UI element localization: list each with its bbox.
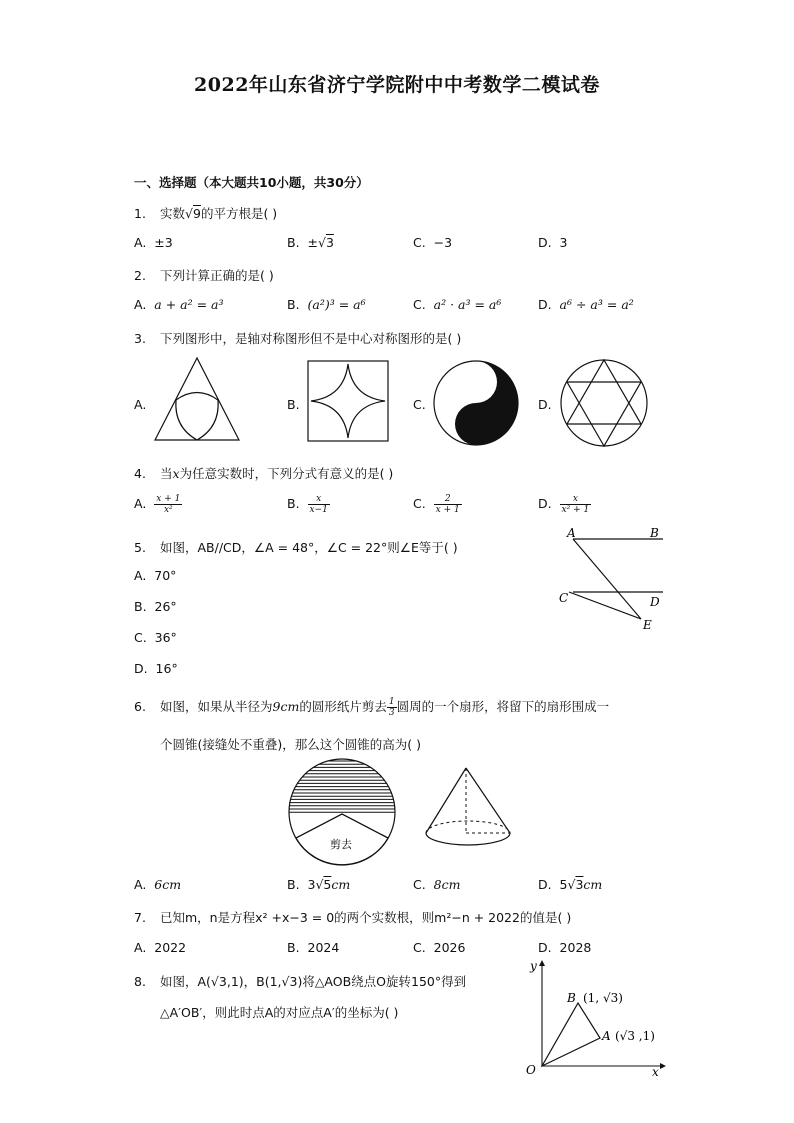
q6-option-d[interactable]: D. 5√3cm <box>538 877 603 892</box>
label-b: B <box>567 991 576 1005</box>
q4-option-d[interactable]: D. $\frac{x}{\text{x² + 1}}$ <box>538 494 590 515</box>
q5-option-c[interactable]: C. 36° <box>134 630 177 645</box>
q3-option-a-label[interactable]: A. <box>134 397 147 412</box>
page-title: 2022年山东省济宁学院附中中考数学二模试卷 <box>194 74 600 96</box>
q7-option-b[interactable]: B. 2024 <box>287 940 340 955</box>
q2-option-d[interactable]: D. a⁶ ÷ a³ = a² <box>538 297 634 312</box>
q8-figure-coordinate-plane <box>520 958 670 1078</box>
label-e: E <box>643 618 652 632</box>
q7-option-d[interactable]: D. 2028 <box>538 940 592 955</box>
q3-figure-d-star-of-david <box>558 357 650 449</box>
cut-label: 剪去 <box>330 838 352 851</box>
question-6-stem-line2: 个圆锥(接缝处不重叠)，那么这个圆锥的高为( ) <box>160 737 421 752</box>
sqrt-symbol: √ <box>185 206 193 221</box>
q2-option-c[interactable]: C. a² · a³ = a⁶ <box>413 297 502 312</box>
question-8-stem-line1: 8. 如图，A(√3,1)，B(1,√3)将△AOB绕点O旋转150°得到 <box>134 974 467 989</box>
q1-option-c[interactable]: C. −3 <box>413 235 453 250</box>
q3-option-b-label[interactable]: B. <box>287 397 300 412</box>
q4-option-c[interactable]: C. $\frac{2}{x + 1}$ <box>413 494 460 515</box>
q7-option-c[interactable]: C. 2026 <box>413 940 466 955</box>
label-d: D <box>650 595 660 609</box>
label-a: A <box>602 1029 611 1043</box>
question-8-stem-line2: △A′OB′，则此时点A的对应点A′的坐标为( ) <box>160 1005 399 1020</box>
question-5-stem: 5. 如图，AB//CD，∠A = 48°，∠C = 22°则∠E等于( ) <box>134 540 458 555</box>
question-4-stem: 4. 当x为任意实数时，下列分式有意义的是( ) <box>134 466 394 481</box>
q3-option-c-label[interactable]: C. <box>413 397 426 412</box>
q1-option-d[interactable]: D. 3 <box>538 235 568 250</box>
q2-option-a[interactable]: A. a + a² = a³ <box>134 297 224 312</box>
q6-figure-circle-cut <box>282 758 412 873</box>
question-2-stem: 2. 下列计算正确的是( ) <box>134 268 274 283</box>
question-6-stem-line1: 6. 如图，如果从半径为9cm的圆形纸片剪去 $\frac{1}{3}$ 圆周的一个扇形，将留下的扇形围成一 <box>134 697 610 718</box>
q3-option-d-label[interactable]: D. <box>538 397 552 412</box>
q5-option-d[interactable]: D. 16° <box>134 661 178 676</box>
label-a: A <box>567 526 576 540</box>
label-b-coord: (1, √3) <box>583 991 623 1005</box>
question-3-stem: 3. 下列图形中，是轴对称图形但不是中心对称图形的是( ) <box>134 331 462 346</box>
label-o: O <box>526 1063 536 1077</box>
q3-figure-a-triangle-arcs <box>150 355 245 445</box>
hatched-region <box>282 761 412 812</box>
label-a-coord: (√3 ,1) <box>615 1029 655 1043</box>
label-b: B <box>650 526 659 540</box>
question-number: 1. <box>134 206 146 221</box>
section-heading: 一、选择题（本大题共10小题，共30分） <box>134 175 369 190</box>
q1-option-a[interactable]: A. ±3 <box>134 235 173 250</box>
q5-figure-parallel-lines <box>555 524 670 634</box>
q2-option-b[interactable]: B. (a²)³ = a⁶ <box>287 297 366 312</box>
q6-figure-cone <box>420 765 520 850</box>
question-1-stem: 1. 实数√9的平方根是( ) <box>134 206 278 221</box>
q6-option-a[interactable]: A. 6cm <box>134 877 182 892</box>
q7-option-a[interactable]: A. 2022 <box>134 940 187 955</box>
q4-option-a[interactable]: A. $\frac{x + 1}{\text{x²}}$ <box>134 494 181 515</box>
q3-figure-c-yin-yang <box>432 359 522 447</box>
question-7-stem: 7. 已知m，n是方程x² +x−3 = 0的两个实数根，则m²−n + 2022的值是( ) <box>134 910 572 925</box>
q5-option-b[interactable]: B. 26° <box>134 599 177 614</box>
q6-option-b[interactable]: B. 3√5cm <box>287 877 351 892</box>
label-c: C <box>559 591 569 605</box>
label-x: x <box>652 1065 659 1078</box>
label-y: y <box>530 959 537 973</box>
q6-option-c[interactable]: C. 8cm <box>413 877 461 892</box>
q4-option-b[interactable]: B. $\frac{x}{x-1}$ <box>287 494 328 515</box>
q3-figure-b-square-star <box>307 360 390 443</box>
q5-option-a[interactable]: A. 70° <box>134 568 177 583</box>
q1-option-b[interactable]: B. ±√3 <box>287 235 334 250</box>
